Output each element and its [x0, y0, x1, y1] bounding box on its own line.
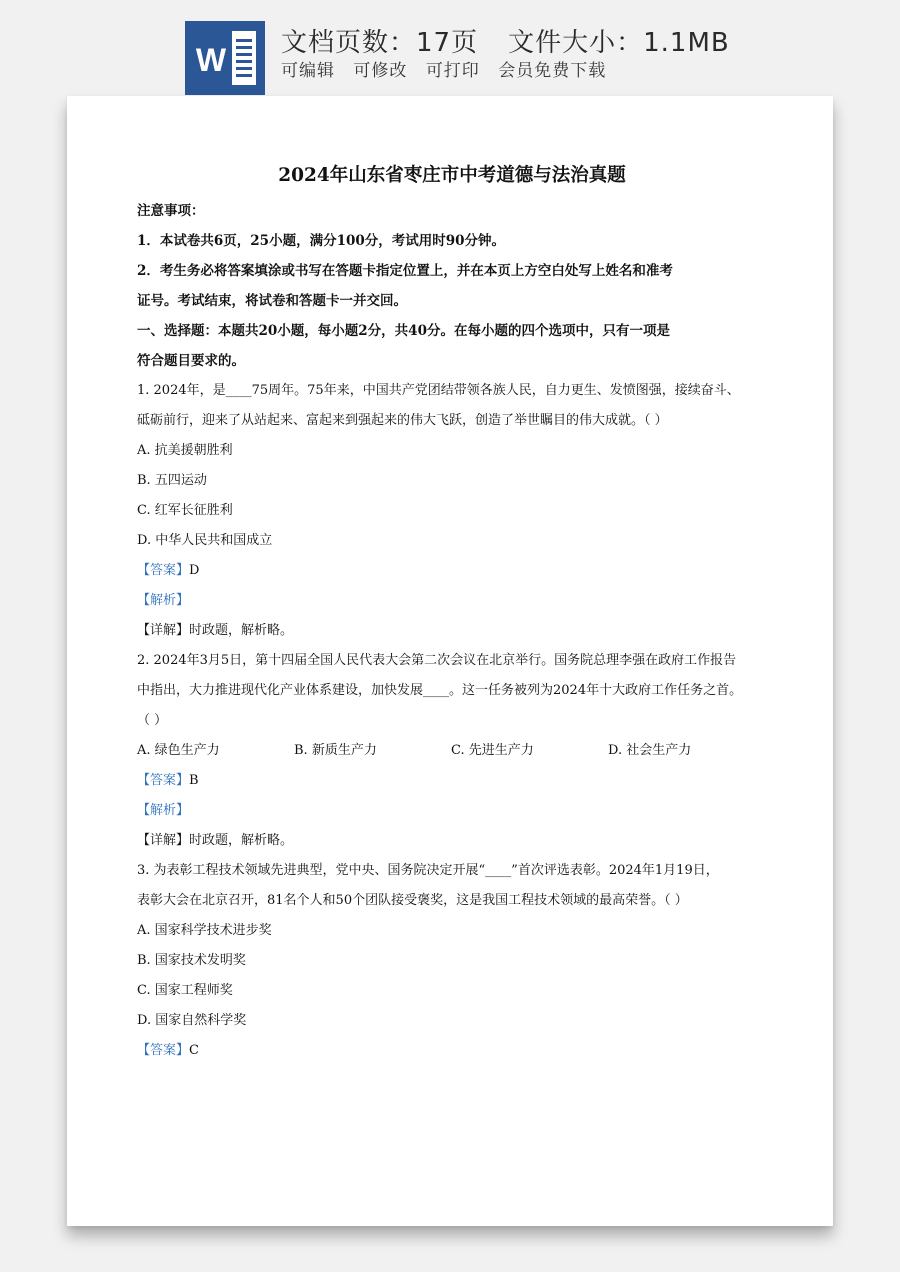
q1-detail: 【详解】时政题，解析略。: [137, 623, 294, 638]
word-icon-letter: W: [195, 42, 227, 78]
q3-option-c: C. 国家工程师奖: [137, 983, 233, 998]
answer-value: D: [189, 563, 200, 578]
q1-option-b: B. 五四运动: [137, 473, 207, 488]
doc-meta-line: [281, 22, 730, 59]
document-page[interactable]: [67, 96, 833, 1226]
word-doc-icon: [185, 21, 265, 95]
page-title: 2024年山东省枣庄市中考道德与法治真题: [278, 165, 626, 186]
q2-stem-line-3: （ ）: [137, 713, 168, 728]
q3-stem-line-2: 表彰大会在北京召开，81名个人和50个团队接受褒奖，这是我国工程技术领域的最高荣誉。（ ）: [137, 893, 688, 908]
q2-option-b: B. 新质生产力: [294, 743, 377, 758]
q1-stem-line-2: 砥砺前行，迎来了从站起来、富起来到强起来的伟大飞跃，创造了举世瞩目的伟大成就。（ ）: [137, 413, 668, 428]
q1-option-d: D. 中华人民共和国成立: [137, 533, 273, 548]
q1-analysis-tag: 【解析】: [137, 593, 190, 608]
file-size: 文件大小：1.1MB: [508, 28, 730, 58]
q2-option-d: D. 社会生产力: [608, 743, 692, 758]
header-banner: [0, 0, 900, 96]
section-heading-line-2: 符合题目要求的。: [137, 353, 245, 369]
q1-option-a: A. 抗美援朝胜利: [137, 443, 233, 458]
feature-modifiable: 可修改: [353, 61, 408, 81]
answer-tag: 【答案】: [137, 773, 190, 788]
feature-list: [281, 56, 606, 81]
feature-editable: 可编辑: [281, 61, 335, 81]
answer-tag: 【答案】: [137, 1043, 190, 1058]
page-content: [137, 156, 767, 1066]
note-2-line-1: 2．考生务必将答案填涂或书写在答题卡指定位置上，并在本页上方空白处写上姓名和准考: [137, 263, 673, 279]
q1-stem-line-1: 1. 2024年，是____75周年。75年来，中国共产党团结带领各族人民，自力更生、发愤图强，接续奋斗、: [137, 383, 740, 398]
answer-tag: 【答案】: [137, 563, 190, 578]
q3-option-d: D. 国家自然科学奖: [137, 1013, 247, 1028]
q2-option-a: A. 绿色生产力: [137, 743, 220, 758]
q2-stem-line-2: 中指出，大力推进现代化产业体系建设，加快发展____。这一任务被列为2024年十大政府工作任务之首。: [137, 683, 743, 698]
q2-option-c: C. 先进生产力: [451, 743, 534, 758]
q2-analysis-tag: 【解析】: [137, 803, 190, 818]
note-1: 1．本试卷共6页，25小题，满分100分，考试用时90分钟。: [137, 233, 506, 249]
q2-stem-line-1: 2. 2024年3月5日，第十四届全国人民代表大会第二次会议在北京举行。国务院总理李强在政府工作报告: [137, 653, 737, 668]
feature-printable: 可打印: [425, 61, 480, 81]
page-count: 文档页数：17页: [281, 28, 479, 58]
notes-heading: 注意事项：: [137, 203, 205, 219]
q2-answer: [137, 766, 767, 796]
q3-option-a: A. 国家科学技术进步奖: [137, 923, 272, 938]
feature-member-download: 会员免费下载: [498, 61, 607, 81]
q3-answer: [137, 1036, 767, 1066]
answer-value: B: [189, 773, 199, 788]
q2-detail: 【详解】时政题，解析略。: [137, 833, 294, 848]
q1-option-c: C. 红军长征胜利: [137, 503, 233, 518]
q3-stem-line-1: 3. 为表彰工程技术领域先进典型，党中央、国务院决定开展“____”首次评选表彰。2024年1月19日，: [137, 863, 719, 878]
q3-option-b: B. 国家技术发明奖: [137, 953, 246, 968]
section-heading-line-1: 一、选择题：本题共20小题，每小题2分，共40分。在每小题的四个选项中，只有一项是: [137, 323, 670, 339]
q1-answer: [137, 556, 767, 586]
note-2-line-2: 证号。考试结束，将试卷和答题卡一并交回。: [137, 293, 407, 309]
q2-options-row: [137, 736, 767, 766]
answer-value: C: [189, 1043, 199, 1058]
